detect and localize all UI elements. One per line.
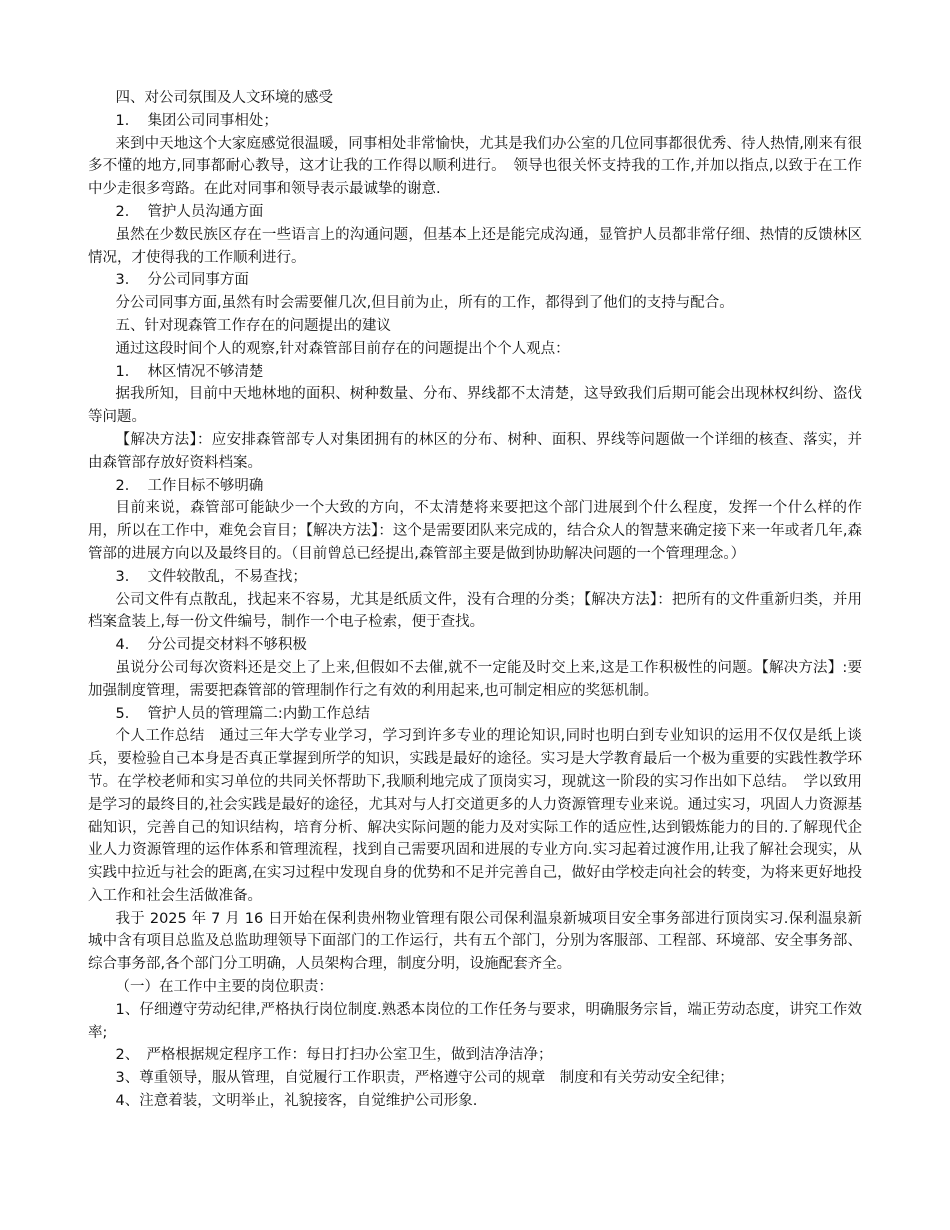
- heading-text: 四、对公司氛围及人文环境的感受: [115, 90, 334, 106]
- paragraph: 我于 2025 年 7 月 16 日开始在保利贵州物业管理有限公司保利温泉新城项目安全事务部进行顶岗实习.保利温泉新城中含有项目总监及总监助理领导下面部门的工作运行，共有五个部门，分别为客服部、工程部、环境部、安全事务部、综合事务部,各个部门分工明确，人员架构合理，制度分明，设施配套齐全。: [88, 910, 862, 973]
- paragraph: 个人工作总结 通过三年大学专业学习，学习到许多专业的理论知识,同时也明白到专业知识的运用不仅仅是纸上谈兵，要检验自己本身是否真正掌握到所学的知识，实践是最好的途径。实习是大学教育最后一个极为重要的实践性教学环节。在学校老师和实习单位的共同关怀帮助下,我顺利地完成了顶岗实习，现就这一阶段的实习作出如下总结。 学以致用是学习的最终目的,社会实践是最好的途径，尤其对与人打交道更多的人力资源管理专业来说。通过实习，巩固人力资源基础知识，完善自己的知识结构，培育分析、解决实际问题的能力及对实际工作的适应性,达到锻炼能力的目的.了解现代企业人力资源管理的运作体系和管理流程，找到自己需要巩固和进展的专业方向.实习起着过渡作用,让我了解社会现实，从实践中拉近与社会的距离,在实习过程中发现自身的优势和不足并完善自己，做好由学校走向社会的转变，为将来更好地投入工作和社会生活做准备。: [88, 728, 862, 904]
- heading-line: [88, 1067, 862, 1090]
- paragraph: 目前来说，森管部可能缺少一个大致的方向，不太清楚将来要把这个部门进展到个什么程度，发挥一个什么样的作用，所以在工作中，难免会盲目；【解决方法】：这个是需要团队来完成的，结合众人的智慧来确定接下来一年或者几年,森管部的进展方向以及最终目的。（目前曾总已经提出,森管部主要是做到协助解决问题的一个管理理念。）: [88, 500, 862, 562]
- list-number: 4．: [115, 637, 140, 654]
- heading-line: [88, 201, 862, 224]
- list-number: 2．: [115, 203, 140, 220]
- heading-line: [88, 475, 862, 498]
- heading-line: [88, 361, 862, 384]
- heading-line: [88, 1044, 862, 1067]
- heading-line: [88, 566, 862, 589]
- heading-text: （一）在工作中主要的岗位职责：: [115, 979, 334, 996]
- paragraph: 虽说分公司每次资料还是交上了上来,但假如不去催,就不一定能及时交上来,这是工作积极性的问题。【解决方法】:要加强制度管理，需要把森管部的管理制作行之有效的利用起来,也可制定相应的奖惩机制。: [88, 659, 862, 699]
- paragraph: 据我所知，目前中天地林地的面积、树种数量、分布、界线都不太清楚，这导致我们后期可能会出现林权纠纷、盗伐等问题。: [88, 386, 862, 426]
- heading-text: 2、 严格根据规定程序工作：每日打扫办公室卫生，做到洁净洁净；: [115, 1047, 553, 1064]
- list-number: 2．: [115, 477, 140, 494]
- list-number: 1．: [115, 363, 140, 380]
- heading-text: 管护人员的管理篇二:内勤工作总结: [147, 705, 370, 722]
- heading-text: 五、针对现森管工作存在的问题提出的建议: [115, 317, 392, 334]
- paragraph: 1、仔细遵守劳动纪律,严格执行岗位制度.熟悉本岗位的工作任务与要求，明确服务宗旨，端正劳动态度，讲究工作效率;: [88, 1001, 862, 1041]
- paragraph: 虽然在少数民族区存在一些语言上的沟通问题，但基本上还是能完成沟通，显管护人员都非常仔细、热情的反馈林区情况，才使得我的工作顺利进行。: [88, 226, 862, 266]
- heading-text: 4、注意着装，文明举止，礼貌接客，自觉维护公司形象.: [115, 1093, 478, 1110]
- paragraph: 来到中天地这个大家庭感觉很温暖，同事相处非常愉快，尤其是我们办公室的几位同事都很优秀、待人热情,刚来有很多不懂的地方,同事都耐心教导，这才让我的工作得以顺利进行。 领导也很关怀支持我的工作,并加以指点,以致于在工作中少走很多弯路。在此对同事和领导表示最诚挚的谢意.: [88, 135, 862, 198]
- heading-text: 3、尊重领导，服从管理，自觉履行工作职责，严格遵守公司的规章 制度和有关劳动安全纪律；: [115, 1070, 734, 1087]
- heading-line: [88, 110, 862, 133]
- list-number: 3．: [115, 568, 140, 585]
- heading-line: [88, 87, 862, 110]
- heading-text: 分公司同事方面: [147, 272, 249, 289]
- heading-line: [88, 315, 862, 338]
- document-page: [88, 87, 862, 1113]
- heading-line: [88, 1090, 862, 1113]
- paragraph: 【解决方法】：应安排森管部专人对集团拥有的林区的分布、树种、面积、界线等问题做一个详细的核查、落实，并由森管部存放好资料档案。: [88, 431, 862, 471]
- heading-line: [88, 634, 862, 657]
- heading-text: 林区情况不够清楚: [147, 363, 264, 380]
- paragraph: 通过这段时间个人的观察,针对森管部目前存在的问题提出个个人观点：: [115, 340, 570, 357]
- heading-text: 工作目标不够明确: [147, 477, 264, 494]
- heading-text: 集团公司同事相处；: [147, 112, 278, 129]
- list-number: 1．: [115, 112, 140, 129]
- paragraph: 分公司同事方面,虽然有时会需要催几次,但目前为止，所有的工作，都得到了他们的支持与配合。: [115, 295, 734, 312]
- heading-line: [88, 269, 862, 292]
- heading-line: [88, 976, 862, 999]
- heading-text: 文件较散乱，不易查找；: [147, 568, 307, 585]
- paragraph: 公司文件有点散乱，找起来不容易，尤其是纸质文件，没有合理的分类；【解决方法】：把所有的文件重新归类，并用档案盒装上,每一份文件编号，制作一个电子检索，便于查找。: [88, 591, 862, 631]
- heading-text: 管护人员沟通方面: [147, 203, 264, 220]
- heading-text: 分公司提交材料不够积极: [147, 637, 307, 654]
- heading-line: [88, 703, 862, 726]
- list-number: 3．: [115, 272, 140, 289]
- list-number: 5．: [115, 705, 140, 722]
